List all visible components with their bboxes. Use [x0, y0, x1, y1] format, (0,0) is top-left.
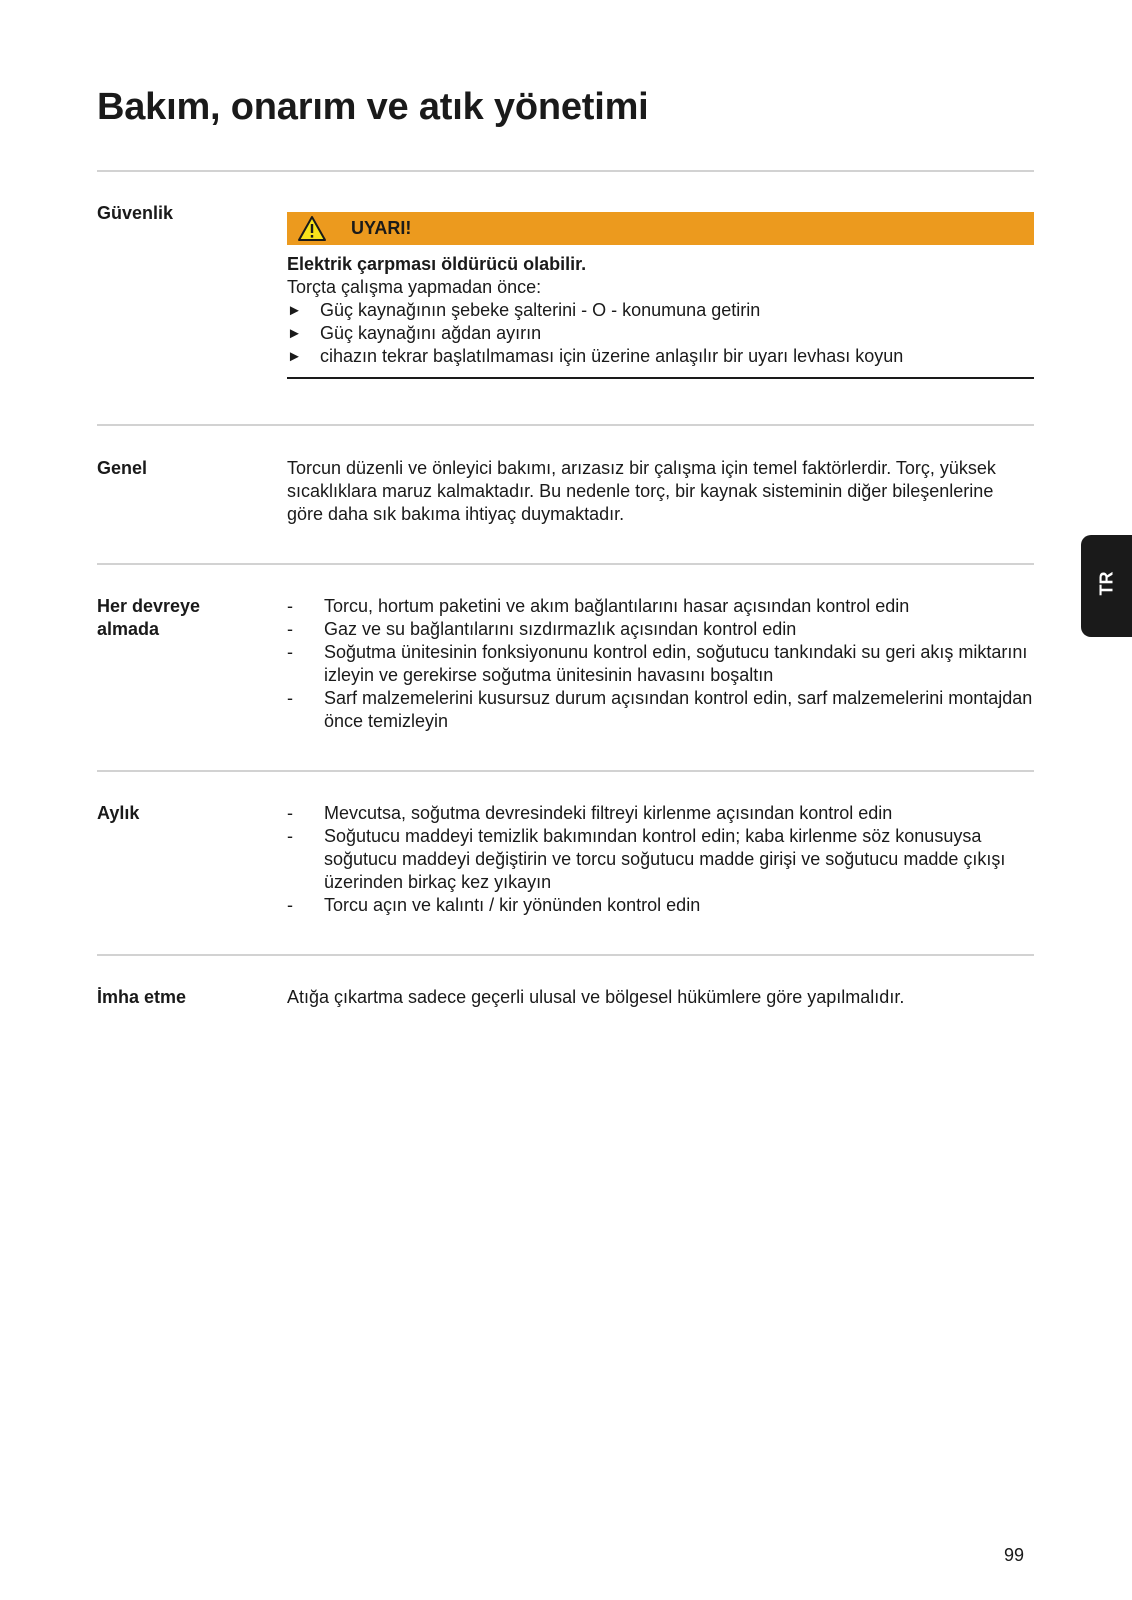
- page-number: 99: [1004, 1545, 1025, 1565]
- section-label-startup: Her devreye almada: [97, 596, 201, 639]
- warning-headline: Elektrik çarpması öldürücü olabilir.: [287, 254, 587, 274]
- arrow-right-icon: ►: [287, 302, 302, 319]
- page-title: Bakım, onarım ve atık yönetimi: [97, 86, 649, 128]
- section-divider: [97, 563, 1034, 565]
- warning-intro: Torçta çalışma yapmadan önce:: [287, 277, 542, 297]
- warning-step-text: cihazın tekrar başlatılmaması için üzerine anlaşılır bir uyarı levhası koyun: [320, 346, 904, 366]
- arrow-right-icon: ►: [287, 325, 302, 342]
- startup-list: [287, 595, 1034, 733]
- section-label-disposal: İmha etme: [97, 987, 187, 1007]
- general-text: Torcun düzenli ve önleyici bakımı, arızasız bir çalışma için temel faktörlerdir. Torç, yüksek sıcaklıklara maruz kalmaktadır. Bu nedenle torç, bir kaynak sisteminin diğer bileşenlerine göre daha sık bakıma ihtiyaç duymaktadır.: [287, 458, 996, 524]
- arrow-right-icon: ►: [287, 348, 302, 365]
- list-item: - Soğutucu maddeyi temizlik bakımından kontrol edin; kaba kirlenme söz konusuysa soğutucu maddeyi değiştirin ve torcu soğutucu madde girişi ve soğutucu madde çıkışı üzerinden birkaç kez yıkayın: [287, 826, 1006, 892]
- disposal-text: Atığa çıkartma sadece geçerli ulusal ve bölgesel hükümlere göre yapılmalıdır.: [287, 987, 905, 1007]
- list-item: - Gaz ve su bağlantılarını sızdırmazlık açısından kontrol edin: [287, 619, 797, 639]
- list-item: - Sarf malzemelerini kusursuz durum açısından kontrol edin, sarf malzemelerini montajdan önce temizleyin: [287, 688, 1033, 731]
- section-divider: [97, 170, 1034, 172]
- list-item: - Torcu, hortum paketini ve akım bağlantılarını hasar açısından kontrol edin: [287, 596, 910, 616]
- section-label-monthly: Aylık: [97, 803, 140, 823]
- warning-bottom-rule: [287, 377, 1034, 379]
- warning-step: [287, 345, 1034, 368]
- language-tab: [1081, 535, 1132, 637]
- language-tab-label: TR: [1096, 571, 1117, 596]
- list-item: - Soğutma ünitesinin fonksiyonunu kontrol edin, soğutucu tankındaki su geri akış miktarını izleyin ve gerekirse soğutma ünitesinin havasını boşaltın: [287, 642, 1028, 685]
- section-label-general: Genel: [97, 458, 148, 478]
- monthly-list: [287, 802, 1034, 917]
- warning-step: [287, 322, 1034, 345]
- warning-step: [287, 299, 1034, 322]
- section-divider: [97, 770, 1034, 772]
- warning-body: [287, 253, 1034, 368]
- warning-step-text: Güç kaynağının şebeke şalterini - O - konumuna getirin: [320, 300, 761, 320]
- section-divider: [97, 954, 1034, 956]
- warning-triangle-icon: [297, 215, 327, 242]
- list-item: - Mevcutsa, soğutma devresindeki filtreyi kirlenme açısından kontrol edin: [287, 803, 893, 823]
- section-label-safety: Güvenlik: [97, 203, 174, 223]
- section-divider: [97, 424, 1034, 426]
- warning-step-text: Güç kaynağını ağdan ayırın: [320, 323, 542, 343]
- list-item: - Torcu açın ve kalıntı / kir yönünden kontrol edin: [287, 895, 701, 915]
- warning-label: UYARI!: [351, 218, 412, 238]
- warning-bar: [287, 212, 1034, 245]
